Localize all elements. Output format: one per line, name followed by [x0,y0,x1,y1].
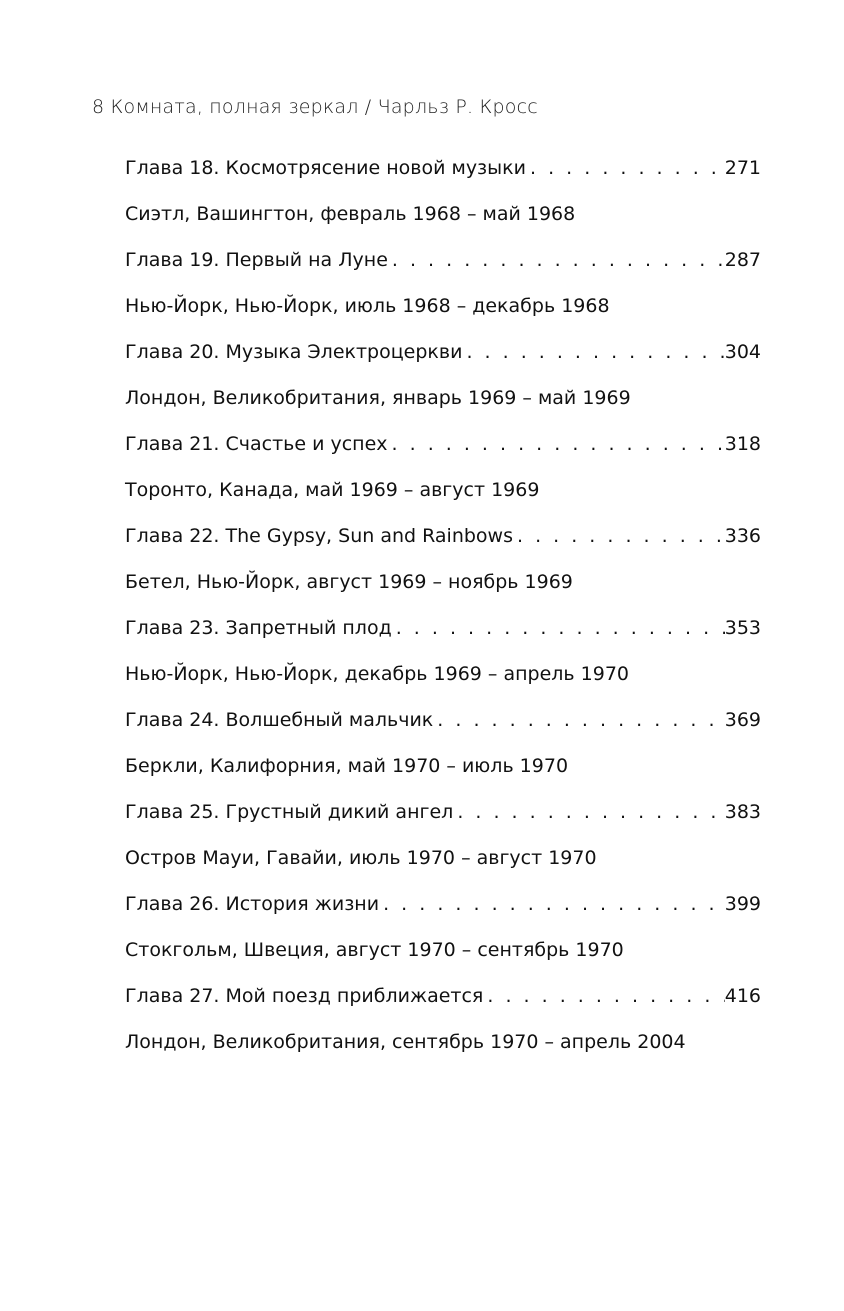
page-number: 416 [724,985,761,1007]
chapter-title: Глава 19. Первый на Луне [125,249,388,271]
toc-chapter-entry [125,889,761,935]
dot-leader [379,889,725,919]
dot-leader [453,797,724,827]
chapter-title: Глава 27. Мой поезд приближается [125,985,484,1007]
dot-leader [433,705,724,735]
dot-leader [392,613,725,643]
page-number: 271 [724,157,761,179]
dot-leader [388,245,725,275]
toc-chapter-subtitle: Сиэтл, Вашингтон, февраль 1968 – май 1968 [125,203,576,225]
page-number: 369 [724,709,761,731]
chapter-title: Глава 26. История жизни [125,893,380,915]
chapter-title: Глава 24. Волшебный мальчик [125,709,434,731]
toc-chapter-subtitle: Лондон, Великобритания, сентябрь 1970 – апрель 2004 [125,1031,686,1053]
dot-leader [388,429,725,459]
toc-chapter-subtitle: Нью-Йорк, Нью-Йорк, декабрь 1969 – апрель 1970 [125,663,630,685]
chapter-title: Глава 21. Счастье и успех [125,433,388,455]
toc-chapter-entry [125,337,761,383]
chapter-title: Глава 22. The Gypsy, Sun and Rainbows [125,525,513,547]
toc-chapter-entry [125,521,761,567]
dot-leader [483,981,724,1011]
running-head: 8 Комната, полная зеркал / Чарльз Р. Кросс [92,96,538,118]
chapter-title: Глава 25. Грустный дикий ангел [125,801,454,823]
chapter-title: Глава 23. Запретный плод [125,617,392,639]
table-of-contents [125,153,761,1073]
toc-chapter-entry [125,705,761,751]
dot-leader [513,521,725,551]
page-number: 318 [724,433,761,455]
page-number: 399 [724,893,761,915]
chapter-title: Глава 20. Музыка Электроцеркви [125,341,463,363]
toc-chapter-subtitle: Нью-Йорк, Нью-Йорк, июль 1968 – декабрь 1968 [125,295,610,317]
toc-chapter-subtitle: Бетел, Нью-Йорк, август 1969 – ноябрь 1969 [125,571,573,593]
toc-chapter-entry [125,981,761,1027]
toc-chapter-subtitle: Торонто, Канада, май 1969 – август 1969 [125,479,540,501]
page-number: 336 [724,525,761,547]
toc-chapter-subtitle: Лондон, Великобритания, январь 1969 – май 1969 [125,387,631,409]
toc-chapter-subtitle: Стокгольм, Швеция, август 1970 – сентябрь 1970 [125,939,624,961]
page-number: 287 [724,249,761,271]
toc-chapter-subtitle: Остров Мауи, Гавайи, июль 1970 – август 1970 [125,847,597,869]
toc-chapter-entry [125,613,761,659]
chapter-title: Глава 18. Космотрясение новой музыки [125,157,526,179]
toc-chapter-entry [125,153,761,199]
toc-chapter-subtitle: Беркли, Калифорния, май 1970 – июль 1970 [125,755,569,777]
dot-leader [526,153,725,183]
page-number: 353 [724,617,761,639]
page-number: 383 [724,801,761,823]
toc-chapter-entry [125,245,761,291]
page-number: 304 [724,341,761,363]
toc-chapter-entry [125,797,761,843]
dot-leader [462,337,724,367]
toc-chapter-entry [125,429,761,475]
